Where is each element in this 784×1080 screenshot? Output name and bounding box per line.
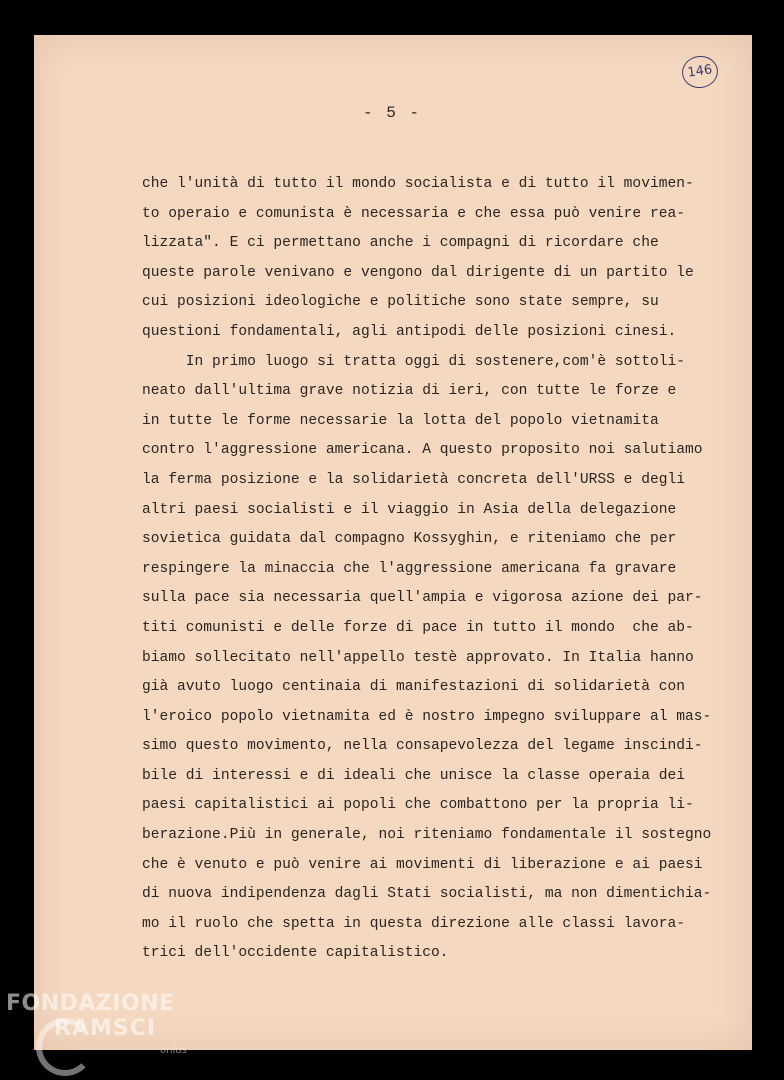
page-number: - 5 - bbox=[362, 104, 421, 122]
text-line: queste parole venivano e vengono dal dirigente di un partito le bbox=[142, 264, 694, 281]
text-line: che è venuto e può venire ai movimenti di liberazione e ai paesi bbox=[142, 856, 703, 873]
text-line: la ferma posizione e la solidarietà concreta dell'URSS e degli bbox=[142, 471, 685, 488]
text-line: In primo luogo si tratta oggi di sostenere,com'è sottoli- bbox=[142, 353, 685, 370]
watermark-suffix: onlus bbox=[160, 1045, 187, 1056]
text-line: cui posizioni ideologiche e politiche sono state sempre, su bbox=[142, 294, 659, 311]
text-line: questioni fondamentali, agli antipodi delle posizioni cinesi. bbox=[142, 323, 677, 340]
text-line: di nuova indipendenza dagli Stati socialisti, ma non dimentichia- bbox=[142, 886, 712, 903]
text-line: contro l'aggressione americana. A questo proposito noi salutiamo bbox=[142, 442, 703, 459]
text-line: sulla pace sia necessaria quell'ampia e vigorosa azione dei par- bbox=[142, 590, 703, 607]
watermark-line2: RAMSCI bbox=[54, 1016, 157, 1041]
text-line: respingere la minaccia che l'aggressione americana fa gravare bbox=[142, 560, 677, 577]
text-line: paesi capitalistici ai popoli che combattono per la propria li- bbox=[142, 797, 694, 814]
text-line: simo questo movimento, nella consapevolezza del legame inscindi- bbox=[142, 738, 703, 755]
text-line: titi comunisti e delle forze di pace in tutto il mondo che ab- bbox=[142, 619, 694, 636]
fondazione-gramsci-watermark bbox=[6, 993, 187, 1056]
text-line: sovietica guidata dal compagno Kossyghin, e riteniamo che per bbox=[142, 531, 677, 548]
text-line: trici dell'occidente capitalistico. bbox=[142, 945, 449, 962]
text-line: lizzata". E ci permettano anche i compagni di ricordare che bbox=[142, 235, 659, 252]
text-line: bile di interessi e di ideali che unisce la classe operaia dei bbox=[142, 767, 685, 784]
body-text bbox=[142, 170, 742, 969]
text-line: in tutte le forme necessarie la lotta del popolo vietnamita bbox=[142, 412, 659, 429]
text-line: l'eroico popolo vietnamita ed è nostro impegno sviluppare al mas- bbox=[142, 708, 712, 725]
text-line: neato dall'ultima grave notizia di ieri, con tutte le forze e bbox=[142, 383, 677, 400]
gramsci-logo-icon bbox=[36, 1018, 94, 1076]
text-line: già avuto luogo centinaia di manifestazioni di solidarietà con bbox=[142, 679, 685, 696]
text-line: to operaio e comunista è necessaria e che essa può venire rea- bbox=[142, 205, 685, 222]
text-line: che l'unità di tutto il mondo socialista e di tutto il movimen- bbox=[142, 176, 694, 192]
archive-page-stamp: 146 bbox=[680, 54, 720, 91]
text-line: berazione.Più in generale, noi riteniamo fondamentale il sostegno bbox=[142, 827, 712, 844]
text-line: mo il ruolo che spetta in questa direzione alle classi lavora- bbox=[142, 915, 685, 932]
watermark-line1: FONDAZIONE bbox=[6, 991, 175, 1016]
text-line: altri paesi socialisti e il viaggio in Asia della delegazione bbox=[142, 501, 677, 518]
text-line: biamo sollecitato nell'appello testè approvato. In Italia hanno bbox=[142, 649, 694, 666]
